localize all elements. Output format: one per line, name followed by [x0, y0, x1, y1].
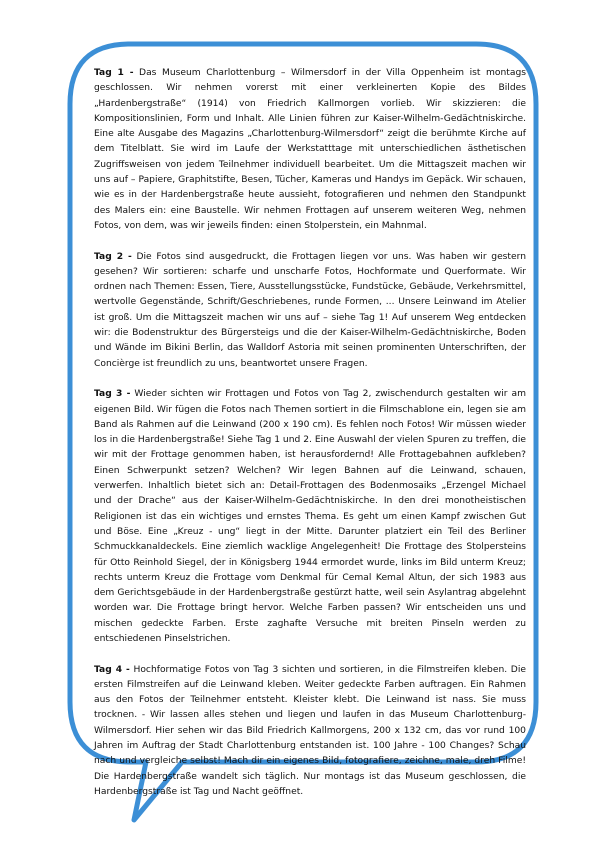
day-2-paragraph [94, 250, 526, 372]
day-1-label: Tag 1 - [94, 68, 134, 78]
day-1-text: Das Museum Charlottenburg – Wilmersdorf in der Villa Oppenheim ist montags geschlossen. Wir nehmen vorerst mit einer verkleinerten Kopie des Bildes „Hardenbergstraße“ (1914) von Friedrich Kallmorgen vorlieb. Wir skizzieren: die Kompositionslinien, Form und Inhalt. Alle Linien führen zur Kaiser-Wilhelm-Gedächtniskirche. Eine alte Ausgabe des Magazins „Charlottenburg-Wilmersdorf“ zeigt die berühmte Kirche auf dem Titelblatt. Sie wird im Laufe der Werkstatttage mit unterschiedlichen ästhetischen Zugriffsweisen von jedem Teilnehmer individuell bearbeitet. Um die Mittagszeit machen wir uns auf – Papiere, Graphitstifte, Besen, Tücher, Kameras und Handys im Gepäck. Wir schauen, wie es in der Hardenbergstraße heute aussieht, fotografieren und nehmen den Standpunkt des Malers ein: eine Baustelle. Wir nehmen Frottagen auf unserem weiteren Weg, nehmen Fotos, von dem, was wir jeweils finden: einen Stolperstein, ein Mahnmal. [94, 68, 526, 231]
day-4-label: Tag 4 - [94, 664, 130, 675]
day-4-text: Hochformatige Fotos von Tag 3 sichten und sortieren, in die Filmstreifen kleben. Die ersten Filmstreifen auf die Leinwand kleben. Weiter gedeckte Farben auftragen. Ein Rahmen aus den Fotos der Teilnehmer entsteht. Kleister klebt. Die Leinwand ist nass. Sie muss trocknen. - Wir lassen alles stehen und liegen und laufen in das Museum Charlottenburg-Wilmersdorf. Hier sehen wir das Bild Friedrich Kallmorgens, 200 x 132 cm, das vor rund 100 Jahren im Auftrag der Stadt Charlottenburg entstanden ist. 100 Jahre - 100 Changes? Schau nach und vergleiche selbst! Mach dir ein eigenes Bild, fotografiere, zeichne, male, dreh Filme! Die Hardenbergstraße wandelt sich täglich. Nur montags ist das Museum geschlossen, die Hardenbergstraße ist Tag und Nacht geöffnet. [94, 664, 526, 797]
day-1-paragraph [94, 66, 526, 234]
day-3-label: Tag 3 - [94, 389, 131, 400]
day-4-paragraph [94, 663, 526, 801]
day-3-paragraph [94, 387, 526, 647]
day-2-label: Tag 2 - [94, 251, 132, 262]
day-2-text: Die Fotos sind ausgedruckt, die Frottagen liegen vor uns. Was haben wir gestern gesehen? Wir sortieren: scharfe und unscharfe Fotos, Hochformate und Querformate. Wir ordnen nach Themen: Essen, Tiere, Ausstellungsstücke, Fundstücke, Gebäude, Verkehrsmittel, wertvolle Gegenstände, Schrift/Geschriebenes, runde Formen, ... Unsere Leinwand im Atelier ist groß. Um die Mittagszeit machen wir uns auf – siehe Tag 1! Auf unserem Weg entdecken wir: die Bodenstruktur des Bürgersteigs und die der Kaiser-Wilhelm-Gedächtniskirche, Boden und Wände im Bikini Berlin, das Walldorf Astoria mit seinen prominenten Unterschriften, der Concièrge ist freundlich zu uns, beantwortet unsere Fragen. [94, 251, 527, 369]
day-3-text: Wieder sichten wir Frottagen und Fotos von Tag 2, zwischendurch gestalten wir am eigenen Bild. Wir fügen die Fotos nach Themen sortiert in die Filmschablone ein, legen sie am Band als Rahmen auf die Leinwand (200 x 190 cm). Es fehlen noch Fotos! Wir müssen wieder los in die Hardenbergstraße! Siehe Tag 1 und 2. Eine Auswahl der vielen Spuren zu treffen, die wir mit der Frottage genommen haben, ist herausfordernd! Alle Frottagebahnen aufkleben? Einen Schwerpunkt setzen? Welchen? Wir legen Bahnen auf die Leinwand, schauen, verwerfen. Inhaltlich bietet sich an: Detail-Frottagen des Bodenmosaiks „Erzengel Michael und der Drache“ aus der Kaiser-Wilhelm-Gedächtniskirche. In den drei monotheistischen Religionen ist das ein wichtiges und ernstes Thema. Es geht um einen Kampf zwischen Gut und Böse. Eine „Kreuz - ung“ liegt in der Mitte. Darunter platziert ein Teil des Berliner Schmuckkanaldeckels. Eine ziemlich wacklige Angelegenheit! Die Frottage des Stolpersteins für Otto Reinhold Siegel, der in Königsberg 1944 ermordet wurde, links im Bild unterm Kreuz; rechts unterm Kreuz die Frottage vom Denkmal für Cemal Kemal Altun, der sich 1983 aus dem Gerichtsgebäude in der Hardenbergstraße gestürzt hatte, weil sein Asylantrag abgelehnt worden war. Die Frottage bringt hervor. Welche Farben passen? Wir entscheiden uns und mischen gedeckte Farben. Erste zaghafte Versuche mit breiten Pinseln werden zu entschiedenen Pinselstrichen. [94, 389, 526, 644]
workshop-diary-text [94, 66, 526, 816]
